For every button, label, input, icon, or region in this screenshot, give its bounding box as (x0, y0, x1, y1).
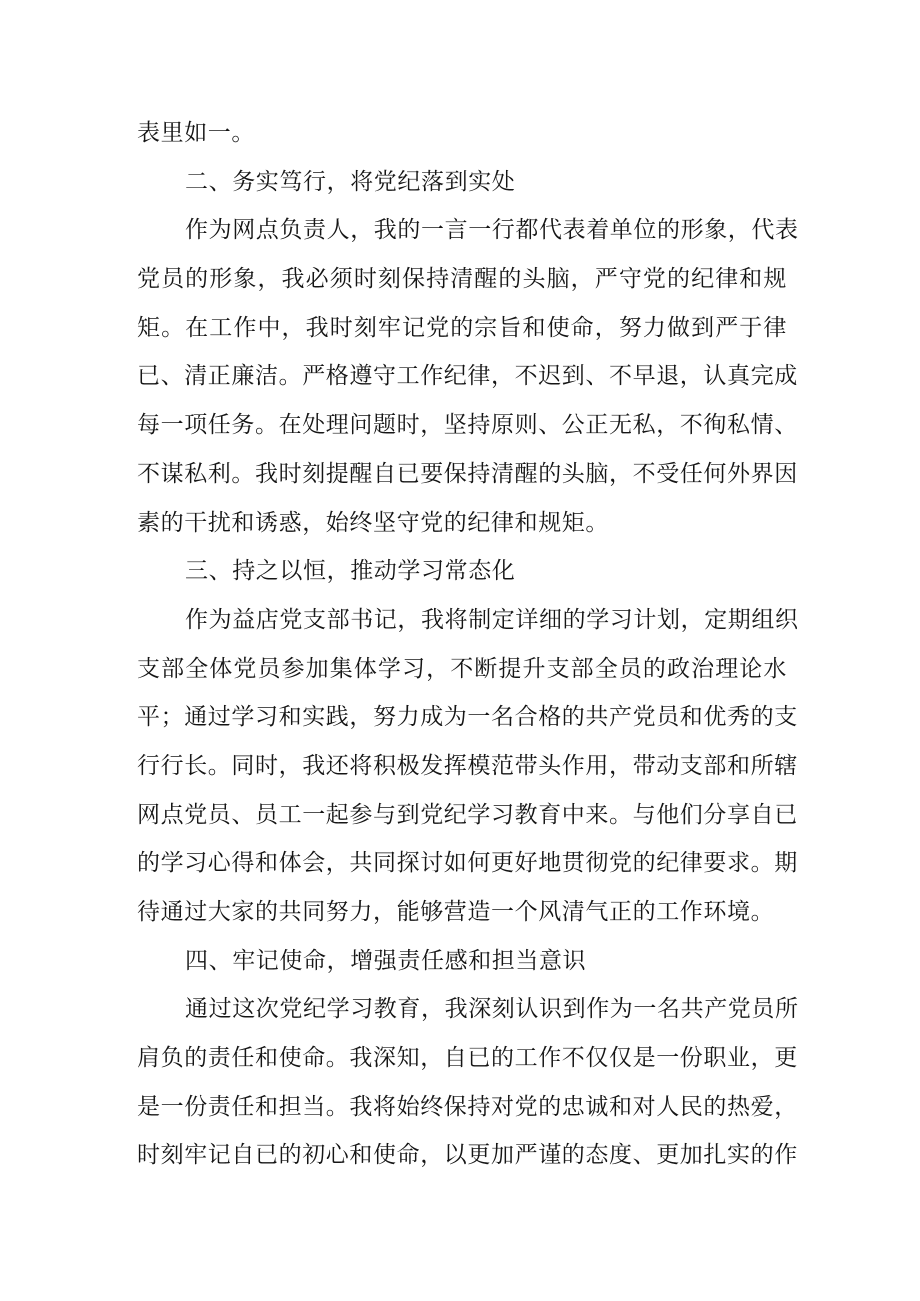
paragraph-line: 网点党员、员工一起参与到党纪学习教育中来。与他们分享自已 (137, 801, 798, 828)
paragraph-line: 作为益店党支部书记，我将制定详细的学习计划，定期组织 (185, 606, 799, 633)
paragraph-line: 不谋私利。我时刻提醒自已要保持清醒的头脑，不受任何外界因 (137, 460, 798, 487)
document-body (137, 109, 799, 1180)
paragraph-line: 每一项任务。在处理问题时，坚持原则、公正无私，不徇私情、 (137, 412, 798, 439)
section-heading: 四、牢记使命，增强责任感和担当意识 (185, 947, 587, 974)
paragraph-line: 表里如一。 (137, 120, 255, 146)
paragraph-line: 时刻牢记自已的初心和使命，以更加严谨的态度、更加扎实的作 (137, 1142, 798, 1169)
paragraph-line: 平；通过学习和实践，努力成为一名合格的共产党员和优秀的支 (137, 704, 798, 731)
paragraph-line: 是一份责任和担当。我将始终保持对党的忠诚和对人民的热爱， (137, 1093, 798, 1120)
section-heading: 二、务实笃行，将党纪落到实处 (185, 168, 516, 195)
paragraph-line: 矩。在工作中，我时刻牢记党的宗旨和使命，努力做到严于律 (137, 314, 787, 341)
paragraph-line: 支部全体党员参加集体学习，不断提升支部全员的政治理论水 (137, 655, 787, 682)
paragraph-line: 党员的形象，我必须时刻保持清醒的头脑，严守党的纪律和规 (137, 266, 787, 293)
paragraph-line: 的学习心得和体会，共同探讨如何更好地贯彻党的纪律要求。期 (137, 850, 798, 877)
paragraph-line: 作为网点负责人，我的一言一行都代表着单位的形象，代表 (185, 217, 799, 244)
paragraph-line: 行行长。同时，我还将积极发挥模范带头作用，带动支部和所辖 (137, 752, 798, 779)
paragraph-line: 待通过大家的共同努力，能够营造一个风清气正的工作环境。 (137, 899, 775, 925)
paragraph-line: 肩负的责任和使命。我深知，自已的工作不仅仅是一份职业，更 (137, 1045, 798, 1072)
section-heading: 三、持之以恒，推动学习常态化 (185, 558, 516, 585)
paragraph-line: 通过这次党纪学习教育，我深刻认识到作为一名共产党员所 (185, 996, 799, 1023)
paragraph-line: 素的干扰和诱惑，始终坚守党的纪律和规矩。 (137, 509, 609, 536)
paragraph-line: 已、清正廉洁。严格遵守工作纪律，不迟到、不早退，认真完成 (137, 363, 798, 390)
